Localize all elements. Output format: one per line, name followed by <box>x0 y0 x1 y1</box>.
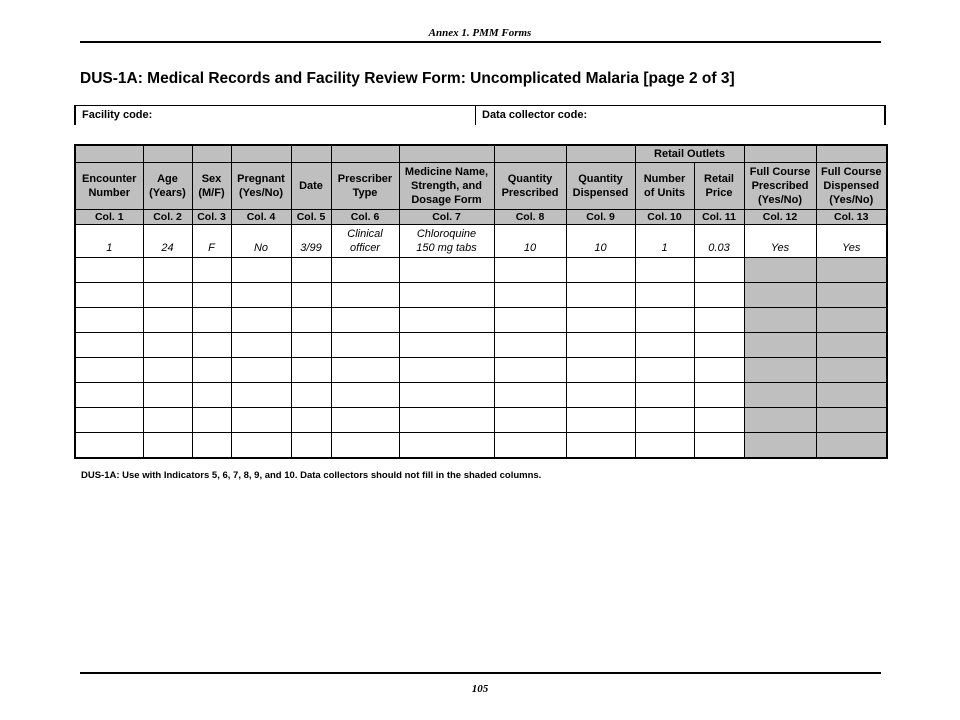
entry-cell[interactable] <box>566 408 635 433</box>
shaded-cell <box>744 258 816 283</box>
entry-cell[interactable] <box>75 258 143 283</box>
column-header: Date <box>291 163 331 210</box>
band-cell <box>566 145 635 163</box>
entry-cell[interactable] <box>566 433 635 459</box>
entry-cell[interactable] <box>192 308 231 333</box>
entry-cell[interactable] <box>566 358 635 383</box>
entry-cell[interactable] <box>143 408 192 433</box>
entry-cell[interactable] <box>75 333 143 358</box>
entry-cell[interactable] <box>494 258 566 283</box>
entry-cell[interactable] <box>291 433 331 459</box>
column-header-row <box>75 163 887 210</box>
entry-cell[interactable] <box>494 308 566 333</box>
entry-cell[interactable] <box>694 408 744 433</box>
entry-cell[interactable] <box>231 358 291 383</box>
page-number: 105 <box>471 683 489 695</box>
entry-cell[interactable] <box>143 433 192 459</box>
entry-cell[interactable] <box>291 408 331 433</box>
example-cell: 1 <box>635 225 694 258</box>
entry-cell[interactable] <box>399 283 494 308</box>
column-number: Col. 1 <box>75 210 143 225</box>
entry-cell[interactable] <box>192 333 231 358</box>
shaded-cell <box>816 258 887 283</box>
entry-cell[interactable] <box>192 408 231 433</box>
entry-cell[interactable] <box>494 408 566 433</box>
column-number-row <box>75 210 887 225</box>
entry-cell[interactable] <box>399 383 494 408</box>
shaded-cell <box>744 333 816 358</box>
entry-cell[interactable] <box>192 258 231 283</box>
shaded-cell <box>744 283 816 308</box>
entry-cell[interactable] <box>75 408 143 433</box>
entry-cell[interactable] <box>694 283 744 308</box>
entry-cell[interactable] <box>192 358 231 383</box>
entry-cell[interactable] <box>635 383 694 408</box>
entry-cell[interactable] <box>192 383 231 408</box>
form-note: DUS-1A: Use with Indicators 5, 6, 7, 8, 9, and 10. Data collectors should not fill in the shaded columns. <box>81 470 542 481</box>
entry-cell[interactable] <box>143 333 192 358</box>
column-header: Number of Units <box>635 163 694 210</box>
entry-cell[interactable] <box>231 408 291 433</box>
table-row <box>75 308 887 333</box>
table-row <box>75 258 887 283</box>
band-cell <box>494 145 566 163</box>
entry-cell[interactable] <box>143 258 192 283</box>
codes-box <box>74 105 886 125</box>
entry-cell[interactable] <box>291 308 331 333</box>
entry-cell[interactable] <box>566 383 635 408</box>
column-header: Full Course Dispensed (Yes/No) <box>816 163 887 210</box>
shaded-cell <box>744 383 816 408</box>
table-row <box>75 408 887 433</box>
shaded-cell <box>816 408 887 433</box>
entry-cell[interactable] <box>231 383 291 408</box>
table-row <box>75 358 887 383</box>
entry-cell[interactable] <box>694 433 744 459</box>
shaded-cell <box>816 383 887 408</box>
shaded-cell <box>744 358 816 383</box>
group-header-row <box>75 145 887 163</box>
column-header: Retail Price <box>694 163 744 210</box>
shaded-cell <box>816 283 887 308</box>
entry-cell[interactable] <box>635 358 694 383</box>
column-number: Col. 9 <box>566 210 635 225</box>
entry-cell[interactable] <box>75 358 143 383</box>
entry-cell[interactable] <box>143 383 192 408</box>
example-cell: Yes <box>744 225 816 258</box>
entry-cell[interactable] <box>192 433 231 459</box>
shaded-cell <box>816 433 887 459</box>
entry-cell[interactable] <box>566 333 635 358</box>
example-cell: Chloroquine 150 mg tabs <box>399 225 494 258</box>
shaded-cell <box>816 358 887 383</box>
column-number: Col. 5 <box>291 210 331 225</box>
entry-cell[interactable] <box>635 283 694 308</box>
entry-cell[interactable] <box>399 433 494 459</box>
example-cell: 10 <box>494 225 566 258</box>
table-row <box>75 333 887 358</box>
column-number: Col. 6 <box>331 210 399 225</box>
entry-cell[interactable] <box>331 283 399 308</box>
band-cell <box>744 145 816 163</box>
band-cell <box>291 145 331 163</box>
column-number: Col. 7 <box>399 210 494 225</box>
entry-cell[interactable] <box>494 333 566 358</box>
entry-cell[interactable] <box>566 308 635 333</box>
band-cell <box>816 145 887 163</box>
band-cell <box>231 145 291 163</box>
data-collector-code-field[interactable]: Data collector code: <box>482 109 588 121</box>
column-header: Sex (M/F) <box>192 163 231 210</box>
entry-cell[interactable] <box>231 283 291 308</box>
entry-cell[interactable] <box>694 308 744 333</box>
column-header: Medicine Name, Strength, and Dosage Form <box>399 163 494 210</box>
column-header: Pregnant (Yes/No) <box>231 163 291 210</box>
entry-cell[interactable] <box>331 333 399 358</box>
entry-cell[interactable] <box>75 383 143 408</box>
entry-cell[interactable] <box>192 283 231 308</box>
entry-cell[interactable] <box>694 258 744 283</box>
entry-cell[interactable] <box>75 433 143 459</box>
entry-cell[interactable] <box>291 258 331 283</box>
column-header: Quantity Dispensed <box>566 163 635 210</box>
entry-cell[interactable] <box>635 258 694 283</box>
band-cell <box>75 145 143 163</box>
entry-cell[interactable] <box>291 358 331 383</box>
entry-cell[interactable] <box>494 383 566 408</box>
entry-cell[interactable] <box>291 333 331 358</box>
band-cell <box>399 145 494 163</box>
column-number: Col. 4 <box>231 210 291 225</box>
column-number: Col. 3 <box>192 210 231 225</box>
column-number: Col. 8 <box>494 210 566 225</box>
table-row <box>75 283 887 308</box>
entry-cell[interactable] <box>399 408 494 433</box>
column-number: Col. 12 <box>744 210 816 225</box>
column-header: Prescriber Type <box>331 163 399 210</box>
entry-cell[interactable] <box>694 333 744 358</box>
example-cell: Yes <box>816 225 887 258</box>
shaded-cell <box>744 408 816 433</box>
entry-cell[interactable] <box>331 408 399 433</box>
table-row <box>75 433 887 459</box>
entry-cell[interactable] <box>694 358 744 383</box>
example-cell: No <box>231 225 291 258</box>
entry-cell[interactable] <box>331 358 399 383</box>
retail-outlets-header: Retail Outlets <box>635 145 744 163</box>
example-cell: F <box>192 225 231 258</box>
entry-cell[interactable] <box>291 383 331 408</box>
entry-cell[interactable] <box>399 333 494 358</box>
shaded-cell <box>744 433 816 459</box>
entry-cell[interactable] <box>399 258 494 283</box>
example-cell: 24 <box>143 225 192 258</box>
column-number: Col. 13 <box>816 210 887 225</box>
entry-cell[interactable] <box>635 433 694 459</box>
entry-cell[interactable] <box>635 308 694 333</box>
entry-cell[interactable] <box>494 433 566 459</box>
entry-cell[interactable] <box>566 283 635 308</box>
band-cell <box>192 145 231 163</box>
column-header: Full Course Prescribed (Yes/No) <box>744 163 816 210</box>
entry-cell[interactable] <box>143 283 192 308</box>
example-row <box>75 225 887 258</box>
column-header: Age (Years) <box>143 163 192 210</box>
entry-cell[interactable] <box>694 383 744 408</box>
band-cell <box>331 145 399 163</box>
entry-cell[interactable] <box>399 358 494 383</box>
entry-cell[interactable] <box>75 308 143 333</box>
header-rule <box>80 41 881 43</box>
entry-cell[interactable] <box>494 358 566 383</box>
footer-rule <box>80 672 881 674</box>
entry-cell[interactable] <box>331 308 399 333</box>
facility-code-field[interactable]: Facility code: <box>76 106 476 125</box>
data-table <box>74 144 888 459</box>
band-cell <box>143 145 192 163</box>
column-number: Col. 2 <box>143 210 192 225</box>
entry-cell[interactable] <box>75 283 143 308</box>
example-cell: 3/99 <box>291 225 331 258</box>
entry-cell[interactable] <box>143 358 192 383</box>
entry-cell[interactable] <box>231 433 291 459</box>
entry-cell[interactable] <box>566 258 635 283</box>
entry-cell[interactable] <box>635 333 694 358</box>
entry-cell[interactable] <box>291 283 331 308</box>
column-number: Col. 11 <box>694 210 744 225</box>
annex-header: Annex 1. PMM Forms <box>428 27 532 39</box>
form-title: DUS-1A: Medical Records and Facility Review Form: Uncomplicated Malaria [page 2 of 3] <box>80 70 735 87</box>
entry-cell[interactable] <box>231 333 291 358</box>
entry-cell[interactable] <box>231 258 291 283</box>
table-row <box>75 383 887 408</box>
shaded-cell <box>816 333 887 358</box>
entry-cell[interactable] <box>331 258 399 283</box>
entry-cell[interactable] <box>494 283 566 308</box>
column-number: Col. 10 <box>635 210 694 225</box>
shaded-cell <box>816 308 887 333</box>
shaded-cell <box>744 308 816 333</box>
entry-cell[interactable] <box>635 408 694 433</box>
entry-cell[interactable] <box>231 308 291 333</box>
example-cell: 0.03 <box>694 225 744 258</box>
example-cell: Clinical officer <box>331 225 399 258</box>
entry-cell[interactable] <box>331 383 399 408</box>
example-cell: 1 <box>75 225 143 258</box>
entry-cell[interactable] <box>331 433 399 459</box>
entry-cell[interactable] <box>399 308 494 333</box>
column-header: Encounter Number <box>75 163 143 210</box>
example-cell: 10 <box>566 225 635 258</box>
column-header: Quantity Prescribed <box>494 163 566 210</box>
entry-cell[interactable] <box>143 308 192 333</box>
